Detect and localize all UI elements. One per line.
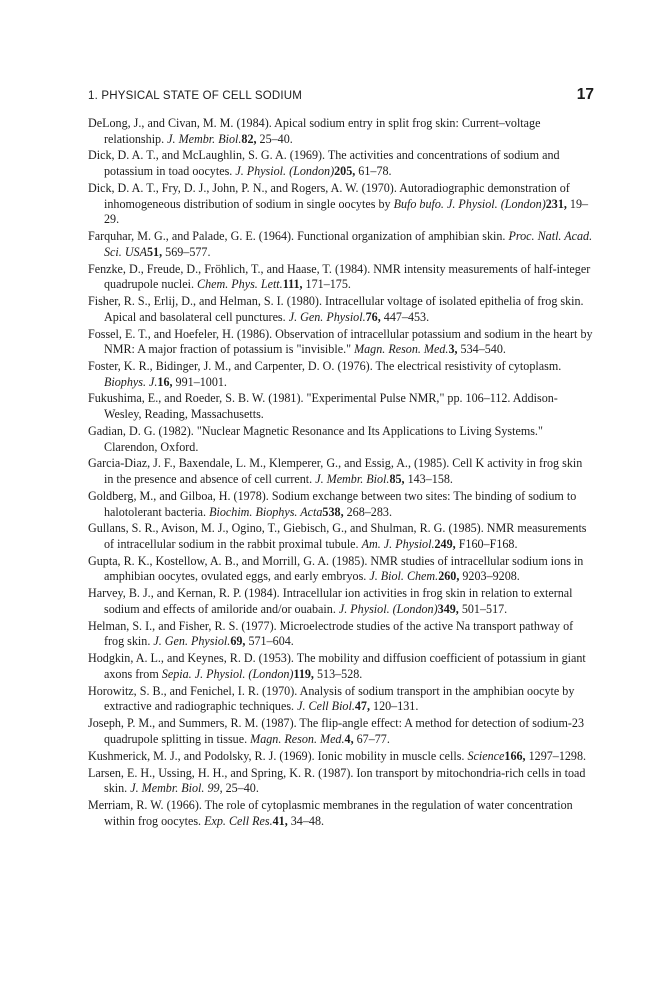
- reference-volume: 205,: [334, 164, 356, 179]
- reference-journal: J. Physiol. (London): [235, 164, 335, 179]
- reference-pages: 513–528.: [313, 666, 363, 681]
- reference-volume: 41,: [272, 813, 288, 828]
- reference-volume: 47,: [354, 699, 370, 714]
- reference-citation: Gupta, R. K., Kostellow, A. B., and Morrill, G. A. (1985). NMR studies of intracellular sodium ions in amphibian oocytes, ovulated eggs, and early embryos.: [88, 553, 584, 584]
- reference-citation: Fossel, E. T., and Hoefeler, H. (1986). Observation of intracellular potassium and sodium in the heart by NMR: A major fraction of potassium is "invisible.": [88, 326, 593, 357]
- reference-pages: 569–577.: [162, 244, 211, 259]
- reference-entry: [88, 294, 594, 325]
- reference-citation: Harvey, B. J., and Kernan, R. P. (1984). Intracellular ion activities in frog skin in relation to external sodium and effects of amiloride and/or ouabain.: [88, 586, 573, 616]
- reference-volume: 249,: [434, 537, 456, 551]
- reference-journal: J. Biol. Chem.: [369, 569, 439, 584]
- reference-pages: 571–604.: [245, 634, 294, 649]
- reference-entry: [88, 489, 594, 520]
- reference-pages: 34–48.: [287, 813, 325, 828]
- reference-citation: Foster, K. R., Bidinger, J. M., and Carpenter, D. O. (1976). The electrical resistivity of cytoplasm.: [88, 358, 562, 373]
- reference-volume: 4,: [344, 731, 354, 746]
- reference-citation: Fukushima, E., and Roeder, S. B. W. (1981). "Experimental Pulse NMR," pp. 106–112. Addison-Wesley, Reading, Massachusetts.: [88, 391, 558, 422]
- reference-pages: 991–1001.: [172, 374, 227, 389]
- reference-volume: 260,: [438, 569, 460, 584]
- reference-citation: Dick, D. A. T., and McLaughlin, S. G. A. (1969). The activities and concentrations of sodium and potassium in toad oocytes.: [88, 148, 560, 179]
- reference-journal: Exp. Cell Res.: [204, 813, 273, 828]
- reference-pages: 143–158.: [404, 472, 453, 487]
- reference-volume: 76,: [365, 309, 381, 324]
- reference-citation: Gadian, D. G. (1982). "Nuclear Magnetic Resonance and Its Applications to Living Systems." Clarendon, Oxford.: [88, 423, 543, 454]
- reference-pages: F160–F168.: [455, 537, 518, 551]
- reference-entry: [88, 521, 594, 552]
- reference-pages: 61–78.: [355, 164, 392, 179]
- reference-pages: 171–175.: [302, 277, 351, 292]
- reference-pages: 447–453.: [380, 309, 430, 324]
- reference-citation: DeLong, J., and Civan, M. M. (1984). Apical sodium entry in split frog skin: Current–voltage relationship.: [88, 116, 541, 146]
- reference-citation: Fisher, R. S., Erlij, D., and Helman, S. I. (1980). Intracellular voltage of isolated epithelia of frog skin. Apical and basolateral cell punctures.: [88, 294, 584, 324]
- reference-journal: Science: [467, 748, 505, 763]
- reference-entry: [88, 619, 594, 650]
- journal-page: [88, 84, 594, 831]
- reference-pages: 120–131.: [370, 699, 419, 714]
- reference-entry: [88, 359, 594, 390]
- reference-citation: Gullans, S. R., Avison, M. J., Ogino, T., Giebisch, G., and Shulman, R. G. (1985). NMR measurements of intracellular sodium in the rabbit proximal tubule.: [88, 521, 587, 551]
- reference-entry: [88, 229, 594, 260]
- reference-entry: [88, 148, 594, 179]
- reference-journal: Am. J. Physiol.: [361, 537, 435, 551]
- reference-volume: 85,: [389, 472, 405, 487]
- reference-journal: J. Gen. Physiol.: [153, 634, 231, 649]
- running-head: [88, 84, 594, 110]
- reference-citation: Joseph, P. M., and Summers, R. M. (1987). The flip-angle effect: A method for detection of sodium-23 quadrupole splitting in tissue.: [88, 716, 584, 746]
- reference-citation: Kushmerick, M. J., and Podolsky, R. J. (1969). Ionic mobility in muscle cells.: [88, 748, 468, 763]
- reference-pages: 9203–9208.: [459, 569, 520, 584]
- reference-entry: [88, 327, 594, 358]
- reference-journal: J. Cell Biol.: [297, 699, 355, 714]
- reference-pages: 268–283.: [343, 504, 392, 519]
- reference-journal: J. Membr. Biol.: [315, 472, 390, 487]
- reference-entry: [88, 766, 594, 797]
- reference-volume: 538,: [322, 504, 344, 519]
- reference-citation: Garcia-Diaz, J. F., Baxendale, L. M., Klemperer, G., and Essig, A., (1985). Cell K activity in frog skin in the presence and absence of cell current.: [88, 456, 583, 487]
- reference-journal: J. Gen. Physiol.: [288, 309, 366, 324]
- reference-citation: Merriam, R. W. (1966). The role of cytoplasmic membranes in the regulation of water concentration within frog oocytes.: [88, 798, 573, 828]
- reference-journal: Magn. Reson. Med.: [250, 731, 345, 746]
- reference-entry: [88, 181, 594, 228]
- reference-volume: 111,: [282, 277, 303, 292]
- reference-entry: [88, 391, 594, 422]
- reference-pages: 501–517.: [458, 601, 508, 616]
- reference-journal: Magn. Reson. Med.: [354, 342, 449, 357]
- reference-list: [88, 116, 594, 829]
- reference-entry: [88, 554, 594, 585]
- reference-entry: [88, 586, 594, 617]
- reference-entry: [88, 424, 594, 455]
- reference-entry: [88, 651, 594, 682]
- reference-citation: Dick, D. A. T., Fry, D. J., John, P. N., and Rogers, A. W. (1970). Autoradiographic demonstration of inhomogeneous distribution of sodium in single oocytes by: [88, 180, 570, 211]
- reference-volume: 349,: [437, 601, 459, 616]
- reference-volume: 231,: [545, 196, 567, 211]
- reference-citation: Fenzke, D., Freude, D., Fröhlich, T., and Haase, T. (1984). NMR intensity measurements of half-integer quadrupole nuclei.: [88, 261, 591, 292]
- reference-journal: Sepia. J. Physiol. (London): [161, 666, 294, 681]
- reference-journal: J. Physiol. (London): [338, 601, 438, 616]
- reference-volume: 51,: [147, 244, 163, 259]
- reference-journal: Bufo bufo. J. Physiol. (London): [393, 196, 546, 211]
- reference-volume: 119,: [293, 666, 314, 681]
- reference-entry: [88, 116, 594, 147]
- reference-citation: Farquhar, M. G., and Palade, G. E. (1964). Functional organization of amphibian skin.: [88, 229, 509, 244]
- reference-citation: Horowitz, S. B., and Fenichel, I. R. (1970). Analysis of sodium transport in the amphibian oocyte by extractive and radiographic techniques.: [88, 683, 575, 714]
- reference-pages: 67–77.: [353, 731, 390, 746]
- reference-journal: J. Membr. Biol. 99,: [130, 781, 223, 796]
- reference-pages: 19–29.: [104, 196, 589, 227]
- page-number: 17: [576, 86, 594, 103]
- reference-volume: 69,: [230, 634, 246, 649]
- reference-pages: 534–540.: [457, 342, 506, 357]
- reference-volume: 82,: [241, 131, 257, 146]
- reference-volume: 3,: [448, 342, 458, 357]
- reference-entry: [88, 684, 594, 715]
- reference-journal: Chem. Phys. Lett.: [197, 277, 283, 292]
- reference-journal: J. Membr. Biol.: [167, 131, 242, 146]
- reference-citation: Hodgkin, A. L., and Keynes, R. D. (1953). The mobility and diffusion coefficient of potassium in giant axons from: [88, 651, 586, 681]
- reference-entry: [88, 716, 594, 747]
- reference-journal: Biochim. Biophys. Acta: [209, 504, 323, 519]
- reference-pages: 1297–1298.: [525, 748, 587, 763]
- reference-journal: Proc. Natl. Acad. Sci. USA: [104, 229, 593, 259]
- reference-pages: 25–40.: [256, 131, 293, 146]
- reference-volume: 16,: [157, 374, 173, 389]
- reference-entry: [88, 798, 594, 829]
- reference-entry: [88, 456, 594, 487]
- reference-citation: Goldberg, M., and Gilboa, H. (1978). Sodium exchange between two sites: The binding of sodium to halotolerant bacteria.: [88, 488, 577, 519]
- reference-citation: Helman, S. I., and Fisher, R. S. (1977). Microelectrode studies of the active Na transport pathway of frog skin.: [88, 618, 574, 649]
- reference-entry: [88, 262, 594, 293]
- reference-entry: [88, 749, 594, 765]
- reference-journal: Biophys. J.: [104, 374, 158, 389]
- reference-pages: 25–40.: [222, 781, 259, 796]
- chapter-title: 1. PHYSICAL STATE OF CELL SODIUM: [88, 90, 303, 102]
- reference-volume: 166,: [504, 748, 526, 763]
- reference-citation: Larsen, E. H., Ussing, H. H., and Spring, K. R. (1987). Ion transport by mitochondria-rich cells in toad skin.: [88, 765, 586, 796]
